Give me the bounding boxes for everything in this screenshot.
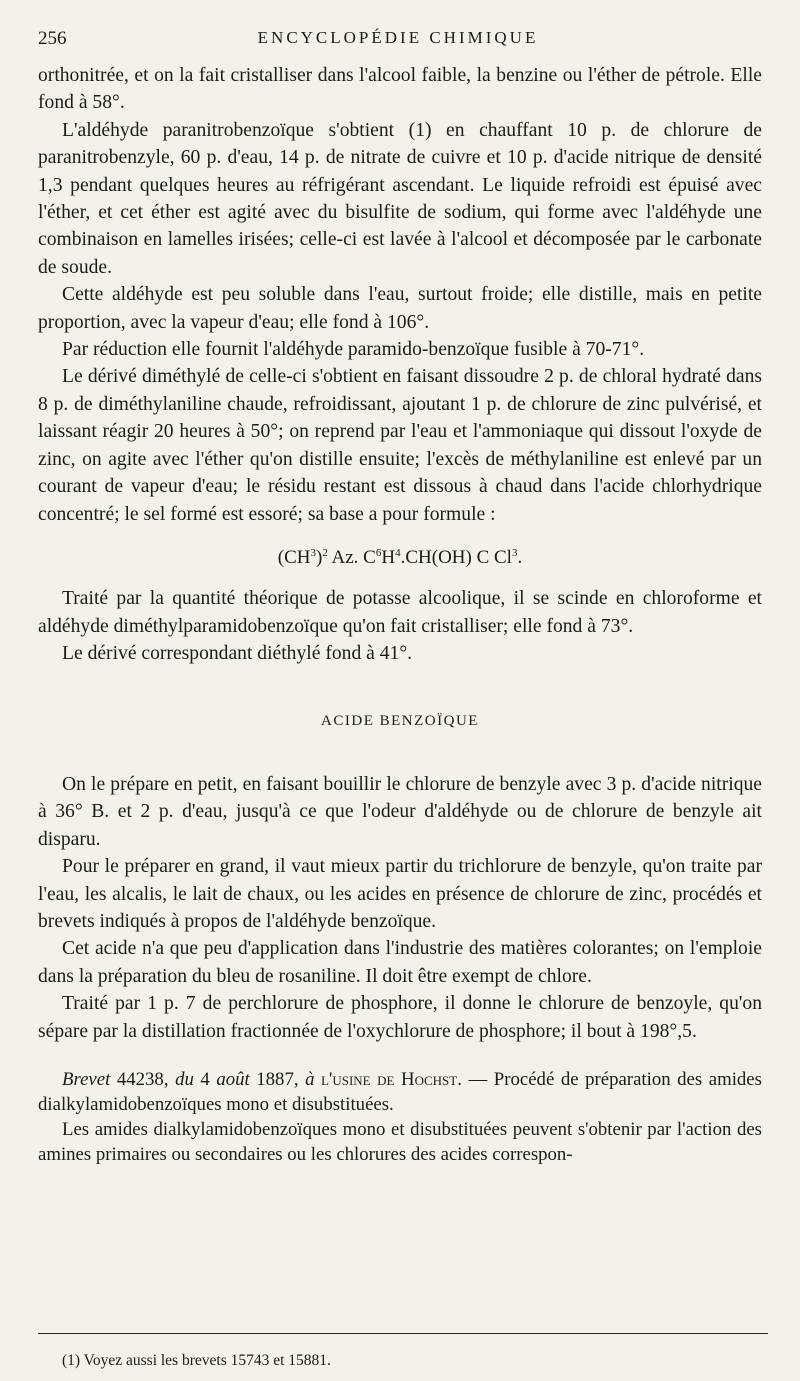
running-title: ENCYCLOPÉDIE CHIMIQUE	[257, 28, 539, 47]
paragraph: Cette aldéhyde est peu soluble dans l'eau, surtout froide; elle distille, mais en petite proportion, avec la vapeur d'eau; elle fond à 106°.	[38, 284, 762, 333]
body-text	[38, 62, 762, 1167]
footnote-rule	[38, 1333, 768, 1334]
page-number: 256	[38, 28, 67, 49]
paragraph: Par réduction elle fournit l'aldéhyde paramido-benzoïque fusible à 70-71°.	[62, 339, 645, 361]
paragraph: Les amides dialkylamidobenzoïques mono et disubstituées peuvent s'obtenir par l'action des amines primaires ou secondaires ou les chlorures des acides correspon-	[38, 1119, 762, 1165]
paragraph: L'aldéhyde paranitrobenzoïque s'obtient (1) en chauffant 10 p. de chlorure de paranitrobenzyle, 60 p. d'eau, 14 p. de nitrate de cuivre et 10 p. d'acide nitrique de densité 1,3 pendant quelques heures au réfrigérant ascendant. Le liquide refroidi est épuisé avec l'éther, et cet éther est agité avec du bisulfite de sodium, qui forme avec l'aldéhyde une combinaison en lamelles irisées; celle-ci est lavée à l'alcool et décomposée par le carbonate de soude.	[38, 119, 762, 278]
paragraph: orthonitrée, et on la fait cristalliser dans l'alcool faible, la benzine ou l'éther de pétrole. Elle fond à 58°.	[38, 65, 762, 114]
footnote: (1) Voyez aussi les brevets 15743 et 15881.	[62, 1352, 331, 1369]
patent-reference: Brevet 44238, du 4 août 1887, à l'usine de Hochst. — Procédé de préparation des amides dialkylamidobenzoïques mono et disubstituées.	[38, 1069, 762, 1115]
paragraph: Le dérivé correspondant diéthylé fond à 41°.	[62, 643, 413, 665]
paragraph: On le prépare en petit, en faisant bouillir le chlorure de benzyle avec 3 p. d'acide nitrique à 36° B. et 2 p. d'eau, jusqu'à ce que l'odeur d'aldéhyde ou de chlorure de benzyle ait disparu.	[38, 773, 762, 850]
paragraph: Le dérivé diméthylé de celle-ci s'obtient en faisant dissoudre 2 p. de chloral hydraté dans 8 p. de diméthylaniline chaude, refroidissant, ajoutant 1 p. de chlorure de zinc pulvérisé, et laissant réagir 20 heures à 50°; on reprend par l'eau et l'ammoniaque qui dissout l'oxyde de zinc, on agite avec l'éther qu'on distille ensuite; l'excès de méthylaniline est enlevé par un courant de vapeur d'eau; le résidu restant est dissous à chaud dans l'acide chlorhydrique concentré; le sel formé est essoré; sa base a pour formule :	[38, 366, 762, 525]
paragraph: Traité par la quantité théorique de potasse alcoolique, il se scinde en chloroforme et aldéhyde diméthylparamidobenzoïque qu'on fait cristalliser; elle fond à 73°.	[38, 588, 762, 637]
paragraph: Cet acide n'a que peu d'application dans l'industrie des matières colorantes; on l'emploie dans la préparation du bleu de rosaniline. Il doit être exempt de chlore.	[38, 938, 762, 987]
paragraph: Pour le préparer en grand, il vaut mieux partir du trichlorure de benzyle, qu'on traite par l'eau, les alcalis, le lait de chaux, ou les acides en présence de chlorure de zinc, procédés et brevets indiqués à propos de l'aldéhyde benzoïque.	[38, 856, 762, 932]
page-header	[38, 28, 758, 54]
chemical-formula: $(CH^3)^2$ Az. $C^6H^4.CH(OH)$ C Cl$^3$.	[277, 546, 523, 568]
paragraph: Traité par 1 p. 7 de perchlorure de phosphore, il donne le chlorure de benzoyle, qu'on sépare par la distillation fractionnée de l'oxychlorure de phosphore; il bout à 198°,5.	[38, 993, 762, 1042]
section-heading: ACIDE BENZOÏQUE	[321, 712, 479, 729]
